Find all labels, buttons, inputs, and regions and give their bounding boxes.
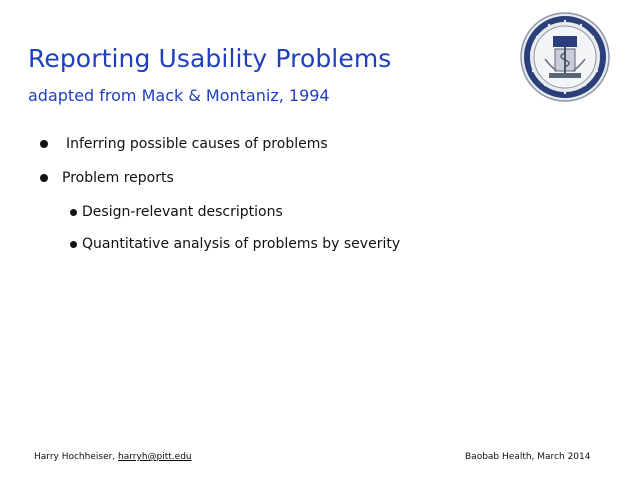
bullet-dot-icon [70,241,77,248]
bullet-dot-icon [70,209,77,216]
bullet-text: Problem reports [62,170,174,186]
bullet-item [40,136,328,152]
bullet-dot-icon [40,174,48,182]
bullet-text: Design-relevant descriptions [82,204,283,220]
footer-author-name: Harry Hochheiser, [34,452,119,462]
slide-subtitle: adapted from Mack & Montaniz, 1994 [28,86,330,105]
bullet-item [40,170,174,186]
footer-author [34,452,192,462]
slide-title: Reporting Usability Problems [28,44,392,73]
bullet-text: Inferring possible causes of problems [66,136,328,152]
footer-email-link[interactable]: harryh@pitt.edu [118,452,192,462]
bullet-text: Quantitative analysis of problems by severity [82,236,401,252]
sub-bullet-item [70,236,400,252]
sub-bullet-item [70,204,283,220]
bullet-dot-icon [40,140,48,148]
footer-event: Baobab Health, March 2014 [465,452,591,462]
